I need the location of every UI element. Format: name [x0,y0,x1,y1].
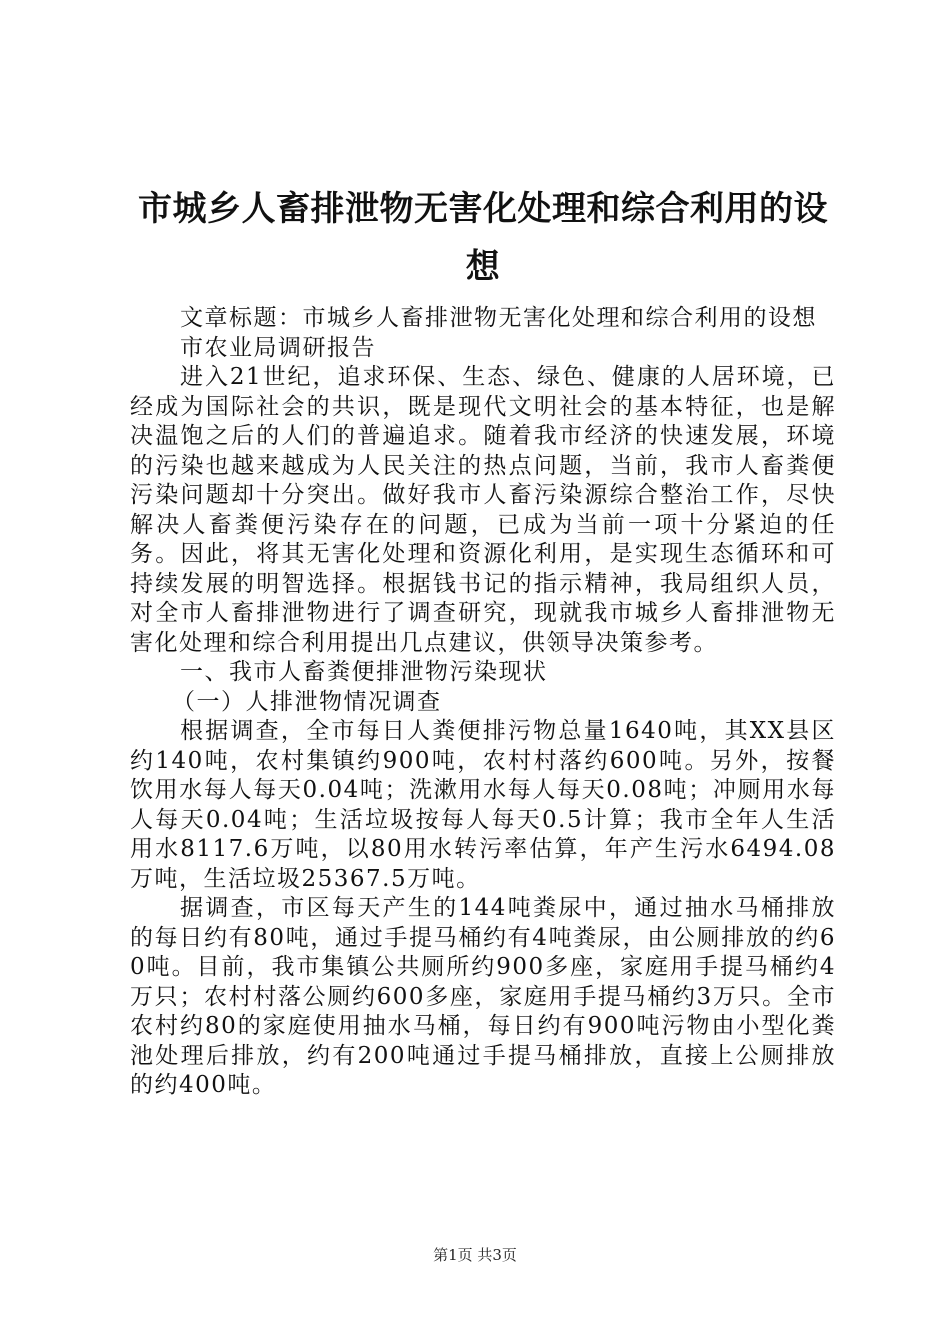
article-title-line: 文章标题：市城乡人畜排泄物无害化处理和综合利用的设想 [180,305,817,331]
report-source: 市农业局调研报告 [180,334,376,361]
survey-paragraph-1: 根据调查，全市每日人粪便排污物总量1640吨，其XX县区约140吨，农村集镇约900吨，农村村落约600吨。另外，按餐饮用水每人每天0.04吨；洗漱用水每人每天0.08吨；冲厕用水每人每天0.04吨；生活垃圾按每人每天0.5计算；我市全年人生活用水8117.6万吨，以80用水转污率估算，年产生污水6494.08万吨，生活垃圾25367.5万吨。 [130,718,836,892]
document-page [130,180,836,1101]
page-footer: 第1页 共3页 [433,1246,517,1264]
survey-paragraph-2: 据调查，市区每天产生的144吨粪尿中，通过抽水马桶排放的每日约有80吨，通过手提马桶约有4吨粪尿，由公厕排放的约60吨。目前，我市集镇公共厕所约900多座，家庭用手提马桶约4万只；农村村落公厕约600多座，家庭用手提马桶约3万只。全市农村约80的家庭使用抽水马桶，每日约有900吨污物由小型化粪池处理后排放，约有200吨通过手提马桶排放，直接上公厕排放的约400吨。 [130,895,836,1098]
subsection-heading: （一）人排泄物情况调查 [172,688,442,715]
section-heading: 一、我市人畜粪便排泄物污染现状 [180,659,548,685]
document-title: 市城乡人畜排泄物无害化处理和综合利用的设想 [138,189,828,287]
intro-paragraph: 进入21世纪，追求环保、生态、绿色、健康的人居环境，已经成为国际社会的共识，既是现代文明社会的基本特征，也是解决温饱之后的人们的普遍追求。随着我市经济的快速发展，环境的污染也越来越成为人民关注的热点问题，当前，我市人畜粪便污染问题却十分突出。做好我市人畜污染源综合整治工作，尽快解决人畜粪便污染存在的问题，已成为当前一项十分紧迫的任务。因此，将其无害化处理和资源化利用，是实现生态循环和可持续发展的明智选择。根据钱书记的指示精神，我局组织人员，对全市人畜排泄物进行了调查研究，现就我市城乡人畜排泄物无害化处理和综合利用提出几点建议，供领导决策参考。 [130,364,836,656]
